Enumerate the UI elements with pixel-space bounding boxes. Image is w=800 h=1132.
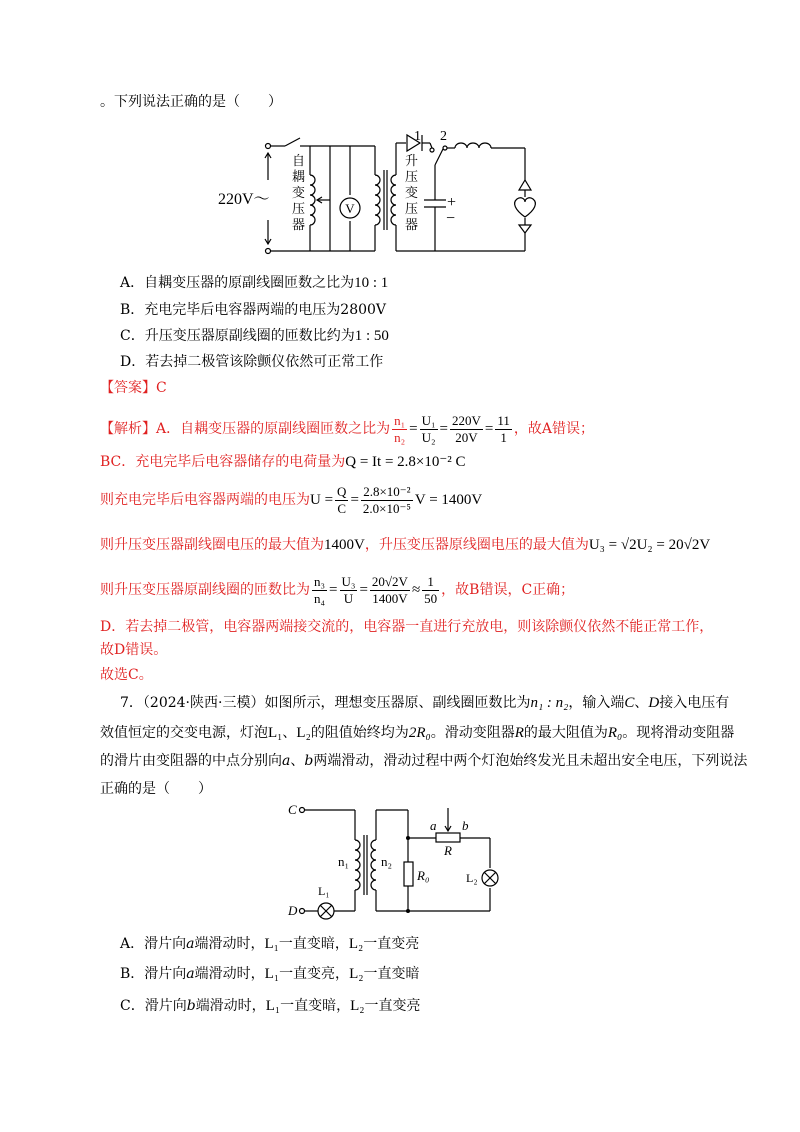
- q7-stem-line-4: 正确的是（ ）: [100, 781, 212, 797]
- svg-text:C: C: [288, 802, 297, 817]
- svg-text:a: a: [430, 818, 437, 833]
- svg-text:R₀: R₀: [417, 868, 430, 883]
- q7-stem-line-1: 7．（2024·陕西·三模）如图所示，理想变压器原、副线圈匝数比为n₁ : n₂，输入端C、D接入电压有: [120, 695, 730, 711]
- q7-stem-line-2: 效值恒定的交变电源，灯泡L₁、L₂的阻值始终均为2R₀。滑动变阻器R的最大阻值为R₀。现将滑动变阻器: [100, 725, 735, 741]
- svg-text:n₁: n₁: [338, 854, 350, 869]
- analysis-line-1: 【解析】A．自耦变压器的原副线圈匝数之比为 $\frac{\text{n₁}}{\text{n₂}}$ = $\frac{\text{U₁}}{\text{U₂}}$ = $\frac{220V}{20V}$ = $\frac{11}{1}$ ，故A错误；: [100, 412, 595, 445]
- svg-text:变: 变: [405, 185, 419, 200]
- svg-text:L₁: L₁: [318, 884, 330, 898]
- q7-stem-line-3: 的滑片由变阻器的中点分别向a、b两端滑动，滑动过程中两个灯泡始终发光且未超出安全电压，下列说法: [100, 753, 748, 769]
- analysis-line-5: 则升压变压器原副线圈的匝数比为 $\frac{\text{n₃}}{\text{n₄}}$ = $\frac{\text{U₃}}{U}$ = $\frac{20√2V}{1400V}$ ≈ $\frac{1}{50}$ ，故B错误，C正确；: [100, 573, 575, 606]
- svg-text:压: 压: [405, 169, 419, 184]
- svg-text:R: R: [444, 843, 452, 858]
- svg-text:压: 压: [405, 201, 419, 216]
- question-stem-tail: 。下列说法正确的是（ ）: [100, 94, 282, 110]
- option-d: D．若去掉二极管该除颤仪依然可正常工作: [120, 354, 384, 370]
- svg-text:b: b: [462, 818, 469, 833]
- svg-text:n₂: n₂: [381, 854, 393, 869]
- stepup-transformer-label: [405, 153, 418, 232]
- analysis-line-7: 故D错误。: [100, 642, 168, 658]
- transformer-rheostat-circuit-diagram: [280, 800, 510, 925]
- q7-option-b: B．滑片向a端滑动时，L₁一直变亮，L₂一直变暗: [120, 966, 420, 982]
- input-voltage-label: 220V～: [218, 191, 270, 208]
- svg-text:−: −: [446, 210, 456, 227]
- option-c: C．升压变压器原副线圈的匝数比约为1 : 50: [120, 328, 389, 344]
- svg-text:+: +: [447, 194, 457, 211]
- analysis-line-3: 则充电完毕后电容器两端的电压为U = $\frac{Q}{C}$ = $\frac{\text{2.8×10⁻²}}{\text{2.0×10⁻⁵}}$ V = 1400V: [100, 483, 483, 516]
- svg-text:L₂: L₂: [466, 871, 478, 885]
- svg-text:升: 升: [405, 153, 419, 168]
- svg-text:变: 变: [292, 185, 306, 200]
- svg-text:D: D: [288, 903, 298, 918]
- autotransformer-label: [292, 153, 305, 232]
- option-b: B．充电完毕后电容器两端的电压为2800V: [120, 302, 387, 318]
- defibrillator-circuit-diagram: [210, 125, 550, 265]
- analysis-line-6: D．若去掉二极管，电容器两端接交流的，电容器一直进行充放电，则该除颤仪依然不能正常工作，: [100, 619, 714, 635]
- svg-text:压: 压: [292, 201, 306, 216]
- analysis-line-2: BC．充电完毕后电容器储存的电荷量为Q = It = 2.8×10⁻² C: [100, 454, 466, 470]
- q7-option-c: C．滑片向b端滑动时，L₁一直变暗，L₂一直变亮: [120, 998, 421, 1014]
- svg-text:自: 自: [292, 153, 306, 168]
- svg-text:2: 2: [440, 129, 447, 144]
- svg-text:器: 器: [405, 217, 419, 232]
- svg-text:1: 1: [414, 129, 421, 144]
- q7-option-a: A．滑片向a端滑动时，L₁一直变暗，L₂一直变亮: [120, 936, 420, 952]
- option-a: A．自耦变压器的原副线圈匝数之比为10 : 1: [120, 275, 389, 291]
- svg-text:器: 器: [292, 217, 306, 232]
- voltmeter-label: V: [345, 201, 355, 216]
- analysis-conclusion: 故选C。: [100, 667, 153, 683]
- analysis-line-4: 则升压变压器副线圈电压的最大值为1400V，升压变压器原线圈电压的最大值为U₃ = √2U₂ = 20√2V: [100, 537, 711, 553]
- svg-text:耦: 耦: [292, 169, 306, 184]
- answer: 【答案】C: [100, 380, 167, 396]
